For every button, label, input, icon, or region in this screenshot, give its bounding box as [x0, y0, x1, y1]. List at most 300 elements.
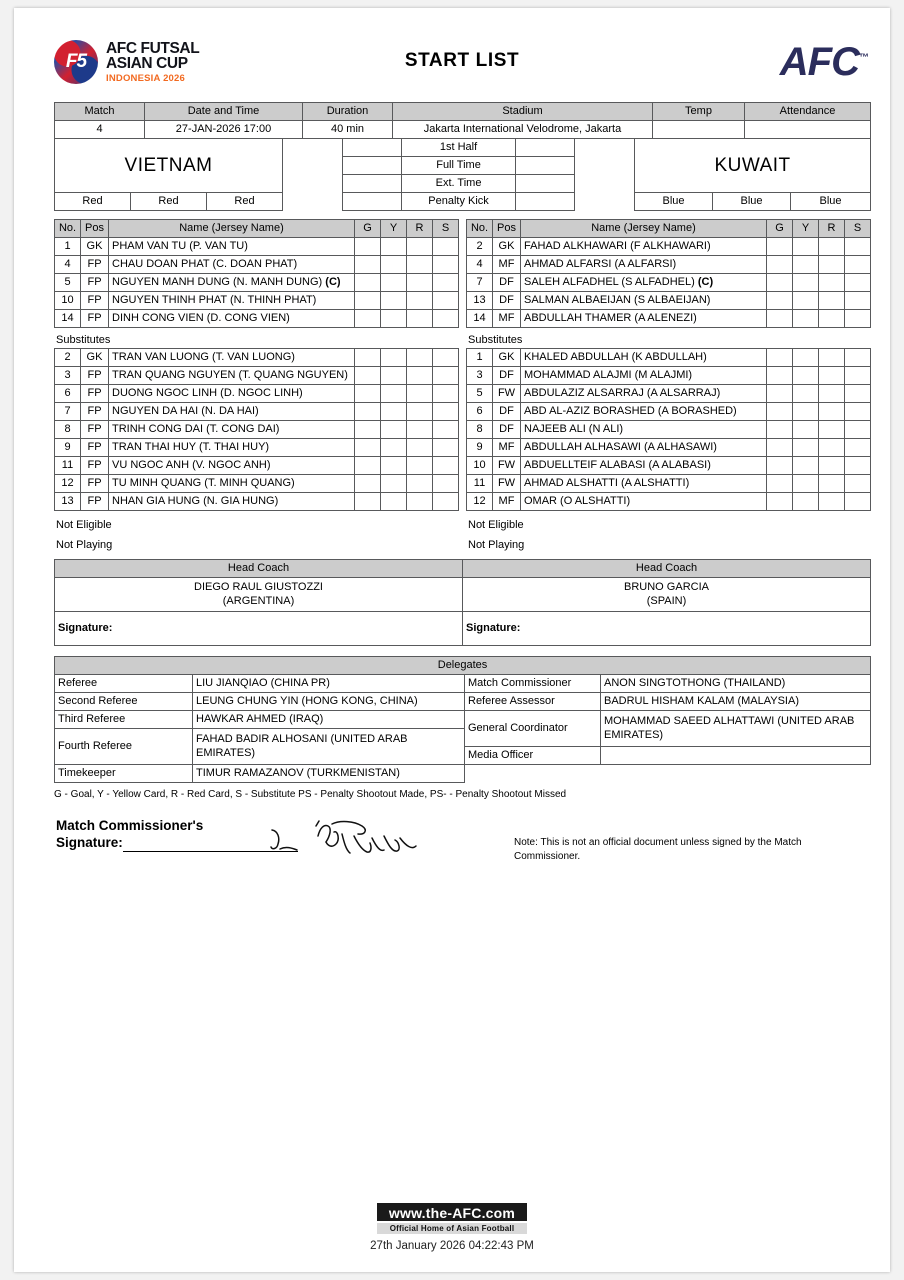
cell-yellow [793, 403, 819, 421]
player-number: 5 [55, 274, 81, 292]
table-row [55, 274, 459, 292]
cell-red [407, 292, 433, 310]
player-name: SALEH ALFADHEL (S ALFADHEL) (C) [521, 274, 767, 292]
col-name: Name (Jersey Name) [521, 220, 767, 238]
player-name: TRINH CONG DAI (T. CONG DAI) [109, 421, 355, 439]
match-commissioner-signature-label [56, 818, 298, 852]
table-row [55, 475, 459, 493]
cell-yellow [381, 475, 407, 493]
match-commissioner-note: Note: This is not an official document unless signed by the Match Commissioner. [514, 837, 802, 862]
cell-sub [845, 238, 871, 256]
spacer-left [283, 139, 343, 211]
cell-goal [767, 421, 793, 439]
player-position: FP [81, 274, 109, 292]
cell-yellow [793, 349, 819, 367]
cell-goal [355, 292, 381, 310]
player-name: NGUYEN DA HAI (N. DA HAI) [109, 403, 355, 421]
player-position: DF [493, 292, 521, 310]
player-name: NHAN GIA HUNG (N. GIA HUNG) [109, 493, 355, 511]
table-row [467, 475, 871, 493]
table-row [467, 238, 871, 256]
cell-goal [355, 439, 381, 457]
home-score-ext-time [343, 175, 402, 193]
col-pos: Pos [493, 220, 521, 238]
table-row [467, 349, 871, 367]
table-row [467, 493, 871, 511]
coach-signature-row [55, 612, 871, 646]
away-starters-table [466, 219, 871, 328]
score-block-table [54, 138, 871, 211]
player-number: 9 [467, 439, 493, 457]
cell-red [407, 238, 433, 256]
cell-sub [433, 403, 459, 421]
name-fourth-referee: FAHAD BADIR ALHOSANI (UNITED ARAB EMIRATES) [193, 729, 465, 765]
cell-sub [433, 385, 459, 403]
player-number: 6 [467, 403, 493, 421]
home-starters-header-row [55, 220, 459, 238]
cell-sub [433, 292, 459, 310]
player-number: 2 [467, 238, 493, 256]
tournament-name-line1: AFC FUTSAL [106, 39, 200, 57]
cell-sub [433, 475, 459, 493]
mc-signature-line[interactable] [123, 851, 298, 852]
col-temp: Temp [653, 103, 745, 121]
value-attendance [745, 121, 871, 139]
away-coach-country: (SPAIN) [646, 594, 687, 607]
away-team-name: KUWAIT [635, 139, 871, 193]
player-name: CHAU DOAN PHAT (C. DOAN PHAT) [109, 256, 355, 274]
home-not-playing-label: Not Playing [56, 539, 113, 551]
home-starters-table [54, 219, 459, 328]
afc-logo-text: AFC [779, 40, 859, 84]
cell-red [407, 349, 433, 367]
cell-red [407, 403, 433, 421]
col-yellow: Y [793, 220, 819, 238]
home-not-eligible-label: Not Eligible [56, 519, 112, 531]
match-info-value-row [55, 121, 871, 139]
player-number: 13 [55, 493, 81, 511]
cell-red [407, 475, 433, 493]
player-name: ABDUELLTEIF ALABASI (A ALABASI) [521, 457, 767, 475]
player-name: VU NGOC ANH (V. NGOC ANH) [109, 457, 355, 475]
cell-goal [767, 274, 793, 292]
cell-yellow [381, 292, 407, 310]
table-row [467, 292, 871, 310]
cell-goal [767, 292, 793, 310]
cell-sub [845, 310, 871, 328]
delegate-row-third-referee [55, 711, 871, 729]
player-position: DF [493, 403, 521, 421]
away-score-ext-time [516, 175, 575, 193]
cell-sub [845, 475, 871, 493]
table-row [55, 238, 459, 256]
cell-red [407, 493, 433, 511]
cell-goal [767, 493, 793, 511]
table-row [55, 349, 459, 367]
table-row [55, 367, 459, 385]
cell-goal [355, 349, 381, 367]
col-attendance: Attendance [745, 103, 871, 121]
home-kit-colour-1: Red [55, 193, 131, 211]
page-title: START LIST [404, 50, 520, 71]
player-name: TRAN THAI HUY (T. THAI HUY) [109, 439, 355, 457]
delegates-title: Delegates [55, 657, 871, 675]
value-date-time: 27-JAN-2026 17:00 [145, 121, 303, 139]
cell-goal [767, 367, 793, 385]
name-media-officer [601, 747, 871, 765]
cell-sub [845, 457, 871, 475]
player-position: MF [493, 256, 521, 274]
cell-yellow [381, 238, 407, 256]
player-number: 10 [467, 457, 493, 475]
cell-sub [433, 310, 459, 328]
away-substitutes-table [466, 348, 871, 511]
player-number: 4 [467, 256, 493, 274]
table-row [467, 421, 871, 439]
cell-yellow [793, 421, 819, 439]
player-position: FP [81, 310, 109, 328]
generated-timestamp: 27th January 2026 04:22:43 PM [370, 1240, 534, 1252]
table-row [467, 457, 871, 475]
afc-tagline: Official Home of Asian Football [377, 1223, 527, 1234]
cell-goal [767, 475, 793, 493]
cell-red [819, 367, 845, 385]
cell-red [819, 421, 845, 439]
player-name: ABDULLAH THAMER (A ALENEZI) [521, 310, 767, 328]
role-third-referee: Third Referee [55, 711, 193, 729]
player-name: DUONG NGOC LINH (D. NGOC LINH) [109, 385, 355, 403]
away-coach-header: Head Coach [463, 560, 871, 578]
delegate-row-timekeeper [55, 765, 871, 783]
table-row [55, 493, 459, 511]
cell-sub [433, 493, 459, 511]
player-position: MF [493, 439, 521, 457]
cell-sub [433, 274, 459, 292]
table-row [55, 292, 459, 310]
cell-sub [433, 238, 459, 256]
away-not-eligible-label: Not Eligible [468, 519, 524, 531]
col-match: Match [55, 103, 145, 121]
home-score-1st-half [343, 139, 402, 157]
cell-goal [767, 403, 793, 421]
player-number: 11 [55, 457, 81, 475]
name-general-coordinator: MOHAMMAD SAEED ALHATTAWI (UNITED ARAB EMIRATES) [601, 711, 871, 747]
home-score-penalty-kick [343, 193, 402, 211]
match-info-table [54, 102, 871, 139]
cell-sub [845, 274, 871, 292]
cell-goal [355, 310, 381, 328]
match-commissioner-signature-row [54, 818, 870, 864]
role-media-officer: Media Officer [465, 747, 601, 765]
player-position: DF [493, 274, 521, 292]
delegates-title-row [55, 657, 871, 675]
player-position: FP [81, 403, 109, 421]
match-info-header-row [55, 103, 871, 121]
player-number: 13 [467, 292, 493, 310]
away-substitutes-label: Substitutes [468, 334, 523, 346]
player-position: FP [81, 439, 109, 457]
cell-sub [433, 457, 459, 475]
player-number: 3 [55, 367, 81, 385]
col-pos: Pos [81, 220, 109, 238]
player-number: 14 [55, 310, 81, 328]
home-roster-column [54, 219, 458, 551]
player-name: ABDULAZIZ ALSARRAJ (A ALSARRAJ) [521, 385, 767, 403]
table-row [55, 310, 459, 328]
mc-label-line1: Match Commissioner's [56, 818, 204, 833]
col-red: R [819, 220, 845, 238]
delegates-empty-cell-1 [465, 765, 601, 783]
afc-website: www.the-AFC.com [377, 1203, 527, 1221]
player-number: 4 [55, 256, 81, 274]
cell-goal [767, 385, 793, 403]
cell-yellow [381, 493, 407, 511]
player-number: 7 [467, 274, 493, 292]
cell-yellow [793, 439, 819, 457]
cell-yellow [793, 385, 819, 403]
table-row [55, 256, 459, 274]
col-goal: G [767, 220, 793, 238]
name-match-commissioner: ANON SINGTOTHONG (THAILAND) [601, 675, 871, 693]
player-name: OMAR (O ALSHATTI) [521, 493, 767, 511]
period-label-full-time: Full Time [402, 157, 516, 175]
cell-red [819, 292, 845, 310]
away-kit-colour-3: Blue [791, 193, 871, 211]
table-row [467, 274, 871, 292]
player-name: KHALED ABDULLAH (K ABDULLAH) [521, 349, 767, 367]
cell-sub [433, 349, 459, 367]
rosters-container [54, 219, 870, 551]
player-number: 12 [55, 475, 81, 493]
role-referee-assessor: Referee Assessor [465, 693, 601, 711]
home-team-name: VIETNAM [55, 139, 283, 193]
cell-sub [845, 421, 871, 439]
away-coach-signature-field[interactable]: Signature: [463, 612, 871, 646]
player-number: 8 [467, 421, 493, 439]
value-stadium: Jakarta International Velodrome, Jakarta [393, 121, 653, 139]
player-position: GK [493, 238, 521, 256]
role-second-referee: Second Referee [55, 693, 193, 711]
name-second-referee: LEUNG CHUNG YIN (HONG KONG, CHINA) [193, 693, 465, 711]
player-position: FP [81, 292, 109, 310]
cell-goal [767, 439, 793, 457]
period-label-penalty-kick: Penalty Kick [402, 193, 516, 211]
trademark-icon: ™ [859, 52, 868, 64]
value-duration: 40 min [303, 121, 393, 139]
col-goal: G [355, 220, 381, 238]
cell-goal [767, 457, 793, 475]
player-name: AHMAD ALSHATTI (A ALSHATTI) [521, 475, 767, 493]
player-position: MF [493, 310, 521, 328]
role-fourth-referee: Fourth Referee [55, 729, 193, 765]
away-score-penalty-kick [516, 193, 575, 211]
player-number: 7 [55, 403, 81, 421]
table-row [467, 367, 871, 385]
cell-sub [845, 439, 871, 457]
captain-marker: (C) [697, 275, 714, 288]
cell-red [819, 310, 845, 328]
cell-red [819, 457, 845, 475]
away-kit-colour-1: Blue [635, 193, 713, 211]
player-name: TU MINH QUANG (T. MINH QUANG) [109, 475, 355, 493]
cell-sub [845, 385, 871, 403]
player-name: NGUYEN THINH PHAT (N. THINH PHAT) [109, 292, 355, 310]
name-third-referee: HAWKAR AHMED (IRAQ) [193, 711, 465, 729]
player-position: GK [493, 349, 521, 367]
legend-text: G - Goal, Y - Yellow Card, R - Red Card, S - Substitute PS - Penalty Shootout Made, PS- - Penalty Shootout Missed [54, 789, 567, 800]
cell-goal [355, 367, 381, 385]
table-row [55, 385, 459, 403]
delegates-table [54, 656, 871, 783]
cell-red [819, 439, 845, 457]
home-score-full-time [343, 157, 402, 175]
col-duration: Duration [303, 103, 393, 121]
cell-goal [355, 256, 381, 274]
score-row-1st-half [55, 139, 871, 157]
table-row [467, 385, 871, 403]
player-name: ABD AL-AZIZ BORASHED (A BORASHED) [521, 403, 767, 421]
cell-yellow [381, 349, 407, 367]
player-number: 8 [55, 421, 81, 439]
col-red: R [407, 220, 433, 238]
coach-header-row [55, 560, 871, 578]
cell-goal [355, 385, 381, 403]
cell-goal [355, 238, 381, 256]
player-number: 1 [467, 349, 493, 367]
col-no: No. [55, 220, 81, 238]
cell-goal [767, 349, 793, 367]
cell-red [819, 274, 845, 292]
player-position: MF [493, 493, 521, 511]
cell-yellow [381, 439, 407, 457]
cell-red [407, 439, 433, 457]
table-row [467, 403, 871, 421]
player-number: 9 [55, 439, 81, 457]
player-number: 3 [467, 367, 493, 385]
delegate-row-referee [55, 675, 871, 693]
role-match-commissioner: Match Commissioner [465, 675, 601, 693]
col-name: Name (Jersey Name) [109, 220, 355, 238]
cell-goal [767, 310, 793, 328]
col-date-time: Date and Time [145, 103, 303, 121]
away-kit-colour-2: Blue [713, 193, 791, 211]
player-number: 14 [467, 310, 493, 328]
player-position: FP [81, 385, 109, 403]
home-coach-signature-field[interactable]: Signature: [55, 612, 463, 646]
head-coach-table [54, 559, 871, 646]
player-name: TRAN VAN LUONG (T. VAN LUONG) [109, 349, 355, 367]
player-position: FW [493, 475, 521, 493]
cell-red [407, 457, 433, 475]
table-row [55, 439, 459, 457]
value-temp [653, 121, 745, 139]
away-coach-fullname: BRUNO GARCIA [624, 580, 709, 593]
col-sub: S [845, 220, 871, 238]
player-position: FP [81, 367, 109, 385]
player-name: PHAM VAN TU (P. VAN TU) [109, 238, 355, 256]
period-label-1st-half: 1st Half [402, 139, 516, 157]
role-general-coordinator: General Coordinator [465, 711, 601, 747]
cell-yellow [793, 457, 819, 475]
cell-yellow [793, 292, 819, 310]
player-number: 6 [55, 385, 81, 403]
cell-yellow [381, 310, 407, 328]
player-position: FP [81, 421, 109, 439]
cell-goal [355, 421, 381, 439]
cell-yellow [793, 367, 819, 385]
cell-yellow [793, 274, 819, 292]
cell-yellow [381, 367, 407, 385]
cell-red [407, 256, 433, 274]
cell-red [407, 367, 433, 385]
player-position: DF [493, 421, 521, 439]
cell-yellow [381, 385, 407, 403]
away-roster-column [466, 219, 870, 551]
player-number: 10 [55, 292, 81, 310]
table-row [55, 421, 459, 439]
home-kit-colour-3: Red [207, 193, 283, 211]
cell-goal [355, 274, 381, 292]
cell-yellow [793, 256, 819, 274]
player-position: FP [81, 475, 109, 493]
role-referee: Referee [55, 675, 193, 693]
spacer-right [575, 139, 635, 211]
document-header [54, 28, 870, 100]
table-row [55, 403, 459, 421]
away-score-1st-half [516, 139, 575, 157]
delegates-empty-cell-2 [601, 765, 871, 783]
cell-sub [433, 367, 459, 385]
table-row [467, 310, 871, 328]
away-starters-header-row [467, 220, 871, 238]
player-name: SALMAN ALBAEIJAN (S ALBAEIJAN) [521, 292, 767, 310]
tournament-name-line2: ASIAN CUP [106, 55, 188, 73]
value-match: 4 [55, 121, 145, 139]
player-number: 2 [55, 349, 81, 367]
home-coach-header: Head Coach [55, 560, 463, 578]
cell-goal [355, 475, 381, 493]
cell-sub [845, 256, 871, 274]
afc-footer-logo [377, 1203, 527, 1234]
cell-sub [845, 349, 871, 367]
cell-goal [355, 403, 381, 421]
cell-red [407, 274, 433, 292]
player-name: TRAN QUANG NGUYEN (T. QUANG NGUYEN) [109, 367, 355, 385]
document-page [14, 8, 890, 1272]
cell-yellow [381, 457, 407, 475]
player-name: ABDULLAH ALHASAWI (A ALHASAWI) [521, 439, 767, 457]
player-position: FP [81, 256, 109, 274]
col-sub: S [433, 220, 459, 238]
player-number: 5 [467, 385, 493, 403]
cell-yellow [793, 493, 819, 511]
cell-yellow [381, 256, 407, 274]
period-label-ext-time: Ext. Time [402, 175, 516, 193]
cell-sub [433, 256, 459, 274]
cell-red [819, 403, 845, 421]
cell-red [407, 310, 433, 328]
cell-yellow [793, 475, 819, 493]
away-score-full-time [516, 157, 575, 175]
start-list-sheet [54, 28, 870, 864]
cell-sub [845, 493, 871, 511]
cell-red [407, 385, 433, 403]
cell-yellow [381, 274, 407, 292]
cell-sub [433, 421, 459, 439]
cell-sub [845, 403, 871, 421]
player-position: DF [493, 367, 521, 385]
name-referee-assessor: BADRUL HISHAM KALAM (MALAYSIA) [601, 693, 871, 711]
